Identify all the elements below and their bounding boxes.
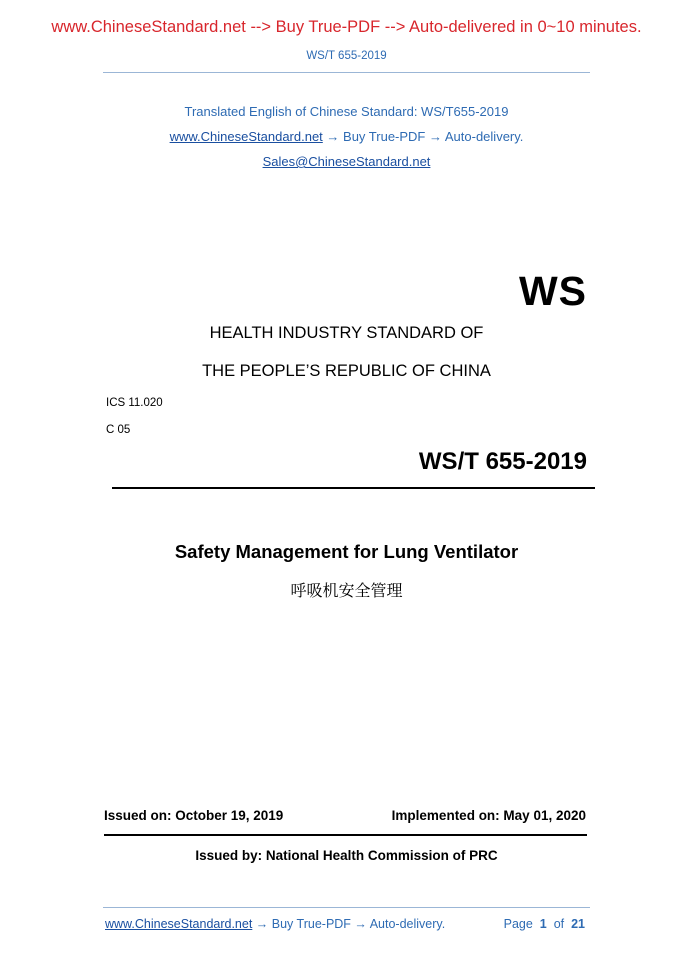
- footer-rest: → Buy True-PDF → Auto-delivery.: [252, 917, 446, 931]
- email-line: [0, 154, 693, 169]
- top-banner[interactable]: www.ChineseStandard.net --> Buy True-PDF --> Auto-delivered in 0~10 minutes.: [51, 18, 642, 36]
- translated-line: Translated English of Chinese Standard: WS/T655-2019: [184, 104, 509, 119]
- standard-category-line1: HEALTH INDUSTRY STANDARD OF: [209, 324, 484, 342]
- of-label: of: [553, 917, 565, 931]
- issued-on-date: Issued on: October 19, 2019: [104, 808, 284, 823]
- implemented-on-date: Implemented on: May 01, 2020: [391, 808, 586, 823]
- site-line-rest: → Buy True-PDF → Auto-delivery.: [322, 129, 524, 144]
- ccs-code: C 05: [106, 424, 131, 436]
- ics-code: ICS 11.020: [106, 397, 163, 409]
- footer-left: [105, 917, 445, 931]
- header-standard-code: WS/T 655-2019: [306, 50, 387, 62]
- page-number: 1: [539, 917, 547, 931]
- footer-divider: [103, 907, 590, 908]
- standard-category-line2: THE PEOPLE’S REPUBLIC OF CHINA: [202, 362, 491, 380]
- document-title-en: Safety Management for Lung Ventilator: [174, 541, 519, 562]
- standard-number: WS/T 655-2019: [418, 448, 587, 475]
- page-indicator: [504, 917, 585, 931]
- ws-logo: WS: [518, 268, 587, 314]
- header-divider: [103, 72, 590, 73]
- title-divider: [112, 487, 595, 489]
- site-line: [0, 129, 693, 144]
- document-title-cn: 呼吸机安全管理: [290, 583, 403, 600]
- page-total: 21: [571, 917, 585, 931]
- site-link[interactable]: www.ChineseStandard.net: [169, 129, 323, 144]
- footer-site-link[interactable]: www.ChineseStandard.net: [105, 917, 253, 931]
- page-label: Page: [503, 917, 533, 931]
- dates-divider: [104, 834, 587, 836]
- issued-by: Issued by: National Health Commission of PRC: [195, 848, 498, 863]
- email-link[interactable]: Sales@ChineseStandard.net: [262, 154, 431, 169]
